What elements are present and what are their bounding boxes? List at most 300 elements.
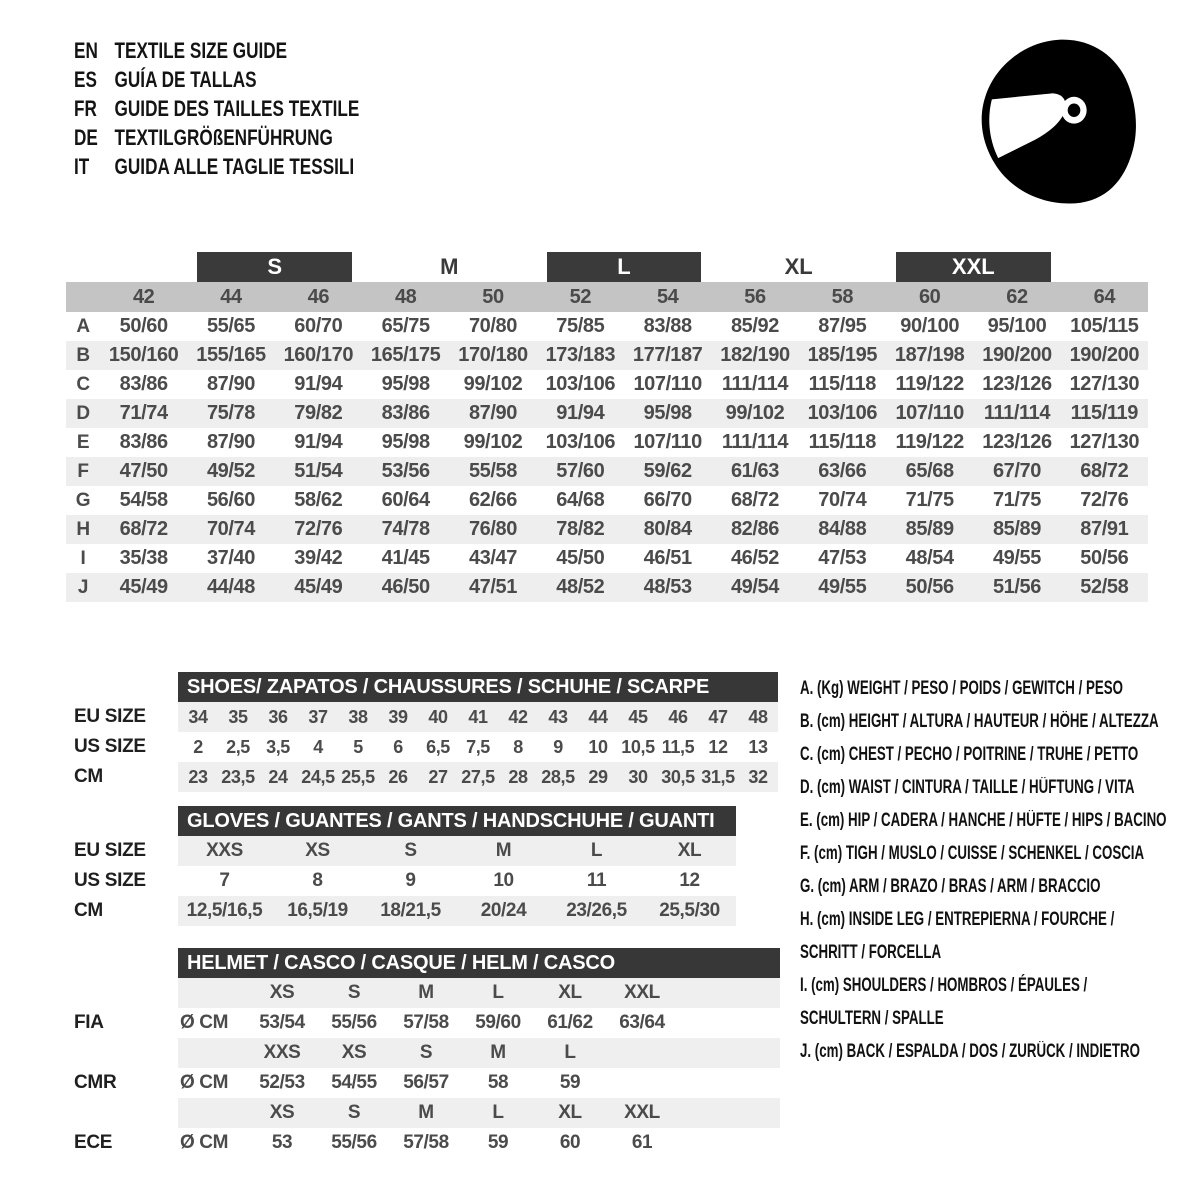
size-value: 170/180 [458,344,528,366]
cell-value: 23,5 [218,762,258,792]
size-value: 107/110 [633,431,702,453]
row-label: US SIZE [74,870,146,891]
size-value: 190/200 [982,344,1052,366]
row-label-spacer [66,1098,178,1128]
legend-entry-j [800,1035,1200,1068]
size-value: 111/114 [721,431,789,453]
size-value: 103/106 [545,373,616,395]
size-value: 50/56 [1080,547,1129,569]
size-value: 49/54 [730,576,780,598]
cell-value: 59/60 [475,1012,521,1033]
legend-line: SCHULTERN / SPALLE [800,1008,944,1029]
language-code: EN [74,37,98,63]
helmet-size: XXL [606,978,678,1008]
cell-value: 53 [271,1132,293,1153]
cell-value: 36 [258,702,298,732]
cell-value: 18/21,5 [364,896,457,926]
measurement-row-d [66,399,1148,428]
size-value: 59/62 [643,460,692,482]
legend-line: H. (cm) INSIDE LEG / ENTREPIERNA / FOURCHE / [800,909,1115,930]
size-value: 48/52 [556,576,605,598]
size-value: 76/80 [468,518,518,540]
cell-value: 57/58 [403,1012,449,1033]
size-value: 55/65 [206,315,256,337]
size-value: 83/86 [119,373,168,395]
helmet-icon [980,38,1138,206]
row-letter: A [76,315,90,337]
row-letter: I [80,547,86,569]
size-value: 83/88 [643,315,692,337]
cell-value: 25,5/30 [643,896,736,926]
size-value: 91/94 [556,402,605,424]
legend-line: SCHRITT / FORCELLA [800,942,942,963]
size-value: 190/200 [1069,344,1140,366]
sub-row-eu-size [66,836,736,866]
cell-value: L [550,836,643,866]
cell-value: 48 [738,702,778,732]
row-label: CMR [74,1072,117,1093]
size-value: 91/94 [294,431,343,453]
cell-value: 23 [178,762,218,792]
language-row-fr [74,94,359,123]
size-value: 74/78 [381,518,430,540]
cell-value: 43 [538,702,578,732]
row-letter: D [76,402,90,424]
cell-value: 4 [313,736,323,757]
cell-value: S [364,836,457,866]
size-value: 54/58 [119,489,168,511]
legend-line: D. (cm) WAIST / CINTURA / TAILLE / HÜFTUNG / VITA [800,777,1135,798]
size-value: 46/50 [381,576,430,598]
size-group-xl: XL [784,254,813,279]
cell-value: 10 [493,870,514,891]
row-filler [678,1038,780,1068]
cell-value: 10 [588,736,608,757]
size-value: 44/48 [206,576,256,598]
size-value: 95/98 [643,402,692,424]
size-value: 127/130 [1069,431,1140,453]
legend-entry-c [800,738,1200,771]
size-number-48: 48 [394,285,417,308]
measurement-row-j [66,573,1148,602]
cell-value: 7,5 [466,736,490,757]
cell-value: 28,5 [538,762,578,792]
legend-line: F. (cm) TIGH / MUSLO / CUISSE / SCHENKEL / COSCIA [800,843,1145,864]
size-value: 64/68 [556,489,605,511]
size-value: 41/45 [381,547,430,569]
cell-value: 61 [631,1132,653,1153]
size-value: 65/68 [905,460,954,482]
helmet-sizes-row-ece [66,1098,780,1128]
unit-label: Ø CM [180,1132,229,1153]
sub-row-us-size [66,732,778,762]
size-value: 47/51 [468,576,518,598]
measurement-legend [800,672,1200,1068]
size-value: 182/190 [720,344,790,366]
size-number-62: 62 [1006,285,1028,308]
cell-value: 40 [418,702,458,732]
cell-value: 52/53 [259,1072,305,1093]
size-group-xxl: XXL [896,252,1051,282]
cell-value: 10,5 [621,736,655,757]
cell-value: 11 [586,870,607,891]
row-label: FIA [74,1012,104,1033]
size-group-m: M [440,254,459,279]
size-value: 103/106 [807,402,878,424]
size-value: 83/86 [381,402,430,424]
cell-value: 29 [578,762,618,792]
cell-value: 57/58 [403,1132,449,1153]
size-number-54: 54 [656,285,679,308]
size-value: 50/56 [905,576,954,598]
textile-size-table [66,252,1148,602]
size-value: 177/187 [632,344,703,366]
size-value: 119/122 [895,431,964,453]
cell-value: 7 [219,870,230,891]
size-value: 67/70 [992,460,1042,482]
helmet-size: S [390,1038,462,1068]
size-number-58: 58 [831,285,854,308]
size-value: 35/38 [119,547,168,569]
cell-value: 5 [353,736,363,757]
language-code: ES [74,66,97,92]
legend-entry-i [800,969,1200,1035]
size-value: 83/86 [119,431,168,453]
cell-value: 24,5 [298,762,338,792]
size-group-s: S [197,252,352,282]
measurement-row-c [66,370,1148,399]
row-letter: F [77,460,89,482]
size-value: 105/115 [1070,315,1139,337]
cell-value: 35 [218,702,258,732]
textile-table-body [66,312,1148,602]
cell-value: 47 [698,702,738,732]
legend-entry-e [800,804,1200,837]
size-number-64: 64 [1093,285,1116,308]
measurement-row-a [66,312,1148,341]
helmet-size: L [462,978,534,1008]
cell-value: 41 [458,702,498,732]
size-value: 85/92 [730,315,780,337]
language-title: GUÍA DE TALLAS [114,66,257,92]
size-value: 57/60 [556,460,605,482]
cell-value: 60 [559,1132,581,1153]
cell-value: 45 [618,702,658,732]
helmet-size: M [462,1038,534,1068]
cell-value: XS [271,836,364,866]
size-value: 95/100 [987,315,1047,337]
cell-value: 39 [378,702,418,732]
cell-value: 59 [559,1072,581,1093]
language-row-it [74,152,359,181]
size-value: 103/106 [545,431,616,453]
size-value: 71/75 [992,489,1042,511]
helmet-size: XXL [606,1098,678,1128]
cell-value: 13 [748,736,768,757]
size-value: 111/114 [721,373,789,395]
size-value: 46/51 [643,547,692,569]
cell-value: 9 [553,736,563,757]
language-title: GUIDE DES TAILLES TEXTILE [114,95,360,121]
size-number-50: 50 [482,285,504,308]
sub-row-cm [66,896,736,926]
row-letter: H [76,518,90,540]
row-filler [678,1068,780,1098]
cell-value: 27,5 [458,762,498,792]
size-value: 173/183 [545,344,616,366]
size-value: 60/64 [381,489,430,511]
size-value: 87/90 [206,373,256,395]
unit-spacer [178,1098,246,1128]
size-value: 45/49 [294,576,343,598]
legend-entry-b [800,705,1200,738]
size-value: 63/66 [818,460,867,482]
measurement-row-f [66,457,1148,486]
size-value: 187/198 [894,344,965,366]
row-letter: B [76,344,90,366]
size-value: 75/78 [206,402,256,424]
language-title: GUIDA ALLE TAGLIE TESSILI [114,153,355,179]
cell-value: 20/24 [457,896,550,926]
size-value: 52/58 [1080,576,1129,598]
size-value: 68/72 [1080,460,1129,482]
size-value: 85/89 [905,518,954,540]
helmet-values-row-cmr [66,1068,780,1098]
legend-line: E. (cm) HIP / CADERA / HANCHE / HÜFTE / HIPS / BACINO [800,810,1167,831]
helmet-size: XL [534,978,606,1008]
cell-value: 9 [405,870,416,891]
cell-value: 31,5 [698,762,738,792]
row-label: EU SIZE [74,840,146,861]
size-value: 47/53 [818,547,867,569]
cell-value: 42 [498,702,538,732]
measurement-row-e [66,428,1148,457]
size-value: 70/74 [818,489,867,511]
size-value: 115/118 [808,373,876,395]
size-value: 160/170 [283,344,354,366]
cell-value: 2,5 [226,736,250,757]
legend-entry-h [800,903,1200,969]
cell-value: XL [643,836,736,866]
size-value: 150/160 [108,344,179,366]
cell-value: XXS [178,836,271,866]
helmet-size: XS [246,1098,318,1128]
cell-value: 46 [658,702,698,732]
size-value: 60/70 [294,315,343,337]
helmet-size: M [390,1098,462,1128]
row-letter: E [76,431,90,453]
unit-label: Ø CM [180,1012,229,1033]
legend-line: I. (cm) SHOULDERS / HOMBROS / ÉPAULES / [800,975,1088,996]
cell-value: 30 [618,762,658,792]
helmet-table-body [66,978,780,1158]
gloves-table [66,806,736,926]
gloves-title-bar: GLOVES / GUANTES / GANTS / HANDSCHUHE / GUANTI [178,806,736,836]
size-value: 107/110 [895,402,964,424]
shoes-title-bar: SHOES/ ZAPATOS / CHAUSSURES / SCHUHE / SCARPE [178,672,778,702]
size-value: 119/122 [895,373,964,395]
legend-line: J. (cm) BACK / ESPALDA / DOS / ZURÜCK / INDIETRO [800,1041,1140,1062]
size-value: 87/90 [206,431,256,453]
cell-value: 55/56 [331,1132,377,1153]
cell-value: 24 [258,762,298,792]
size-value: 72/76 [294,518,343,540]
unit-spacer [178,1038,246,1068]
row-label: US SIZE [74,736,146,757]
legend-entry-g [800,870,1200,903]
size-value: 90/100 [900,315,960,337]
size-value: 49/55 [818,576,867,598]
measurement-row-h [66,515,1148,544]
gloves-table-body [66,836,736,926]
legend-line: B. (cm) HEIGHT / ALTURA / HAUTEUR / HÖHE / ALTEZZA [800,711,1159,732]
unit-spacer [178,978,246,1008]
sub-row-eu-size [66,702,778,732]
row-filler [678,1008,780,1038]
helmet-size: S [318,978,390,1008]
size-number-spacer [66,282,100,312]
language-code: IT [74,153,90,179]
size-value: 185/195 [807,344,878,366]
size-value: 99/102 [463,431,523,453]
language-list [74,36,440,181]
size-value: 84/88 [818,518,867,540]
cell-value: 3,5 [266,736,290,757]
helmet-values-row-fia [66,1008,780,1038]
size-value: 62/66 [468,489,518,511]
size-value: 79/82 [294,402,343,424]
shoes-table [66,672,778,792]
size-value: 72/76 [1080,489,1129,511]
helmet-size: XXS [246,1038,318,1068]
row-label: EU SIZE [74,706,146,727]
size-value: 49/52 [206,460,256,482]
measurement-row-b [66,341,1148,370]
measurement-row-g [66,486,1148,515]
language-row-en [74,36,359,65]
row-label-spacer [66,978,178,1008]
row-label: CM [74,900,103,921]
size-value: 127/130 [1069,373,1140,395]
row-filler [678,1128,780,1158]
row-label-spacer [66,1038,178,1068]
language-title: TEXTILGRÖßENFÜHRUNG [114,124,333,150]
cell-value: 16,5/19 [271,896,364,926]
measurement-row-i [66,544,1148,573]
size-value: 43/47 [468,547,518,569]
size-value: 82/86 [730,518,780,540]
helmet-size: XS [318,1038,390,1068]
cell-value: 28 [498,762,538,792]
size-number-46: 46 [307,285,330,308]
size-value: 68/72 [730,489,780,511]
size-value: 115/119 [1070,402,1138,424]
size-value: 55/58 [468,460,518,482]
size-value: 56/60 [206,489,256,511]
cell-value: 38 [338,702,378,732]
size-value: 78/82 [556,518,605,540]
helmet-size: L [462,1098,534,1128]
row-filler [678,978,780,1008]
size-number-42: 42 [132,285,155,308]
size-value: 91/94 [294,373,343,395]
size-value: 71/74 [119,402,168,424]
size-value: 48/53 [643,576,692,598]
size-value: 46/52 [730,547,780,569]
size-value: 45/49 [119,576,168,598]
size-value: 123/126 [982,431,1052,453]
size-number-52: 52 [569,285,592,308]
size-value: 95/98 [381,431,430,453]
row-letter: J [77,576,89,598]
legend-entry-a [800,672,1200,705]
cell-value: 61/62 [547,1012,593,1033]
language-code: DE [74,124,98,150]
helmet-table [66,948,780,1158]
size-number-44: 44 [220,285,242,308]
cell-value: 30,5 [658,762,698,792]
legend-line: A. (Kg) WEIGHT / PESO / POIDS / GEWITCH / PESO [800,678,1123,699]
cell-value: 55/56 [331,1012,377,1033]
helmet-size: M [390,978,462,1008]
size-value: 80/84 [643,518,692,540]
helmet-size: XL [534,1098,606,1128]
sub-row-us-size [66,866,736,896]
legend-entry-f [800,837,1200,870]
size-value: 65/75 [381,315,430,337]
cell-value: 25,5 [338,762,378,792]
row-letter: G [75,489,91,511]
cell-value: 58 [487,1072,509,1093]
cell-value: 32 [738,762,778,792]
unit-label: Ø CM [180,1072,229,1093]
size-value: 58/62 [294,489,343,511]
size-value: 70/80 [468,315,518,337]
row-letter: C [76,373,90,395]
size-value: 45/50 [556,547,605,569]
size-number-row [66,282,1148,312]
size-value: 71/75 [905,489,954,511]
cell-value: 27 [418,762,458,792]
size-value: 99/102 [725,402,785,424]
cell-value: 59 [487,1132,509,1153]
cell-value: 12 [708,736,728,757]
size-value: 115/118 [808,431,876,453]
language-title: TEXTILE SIZE GUIDE [114,37,288,63]
sub-row-cm [66,762,778,792]
cell-value: 12,5/16,5 [178,896,271,926]
helmet-size: S [318,1098,390,1128]
cell-value [606,1068,678,1098]
cell-value: 6,5 [426,736,450,757]
cell-value: 11,5 [661,736,695,757]
size-value: 99/102 [463,373,523,395]
cell-value: 56/57 [403,1072,449,1093]
size-value: 165/175 [370,344,441,366]
size-number-56: 56 [744,285,766,308]
cell-value: 26 [378,762,418,792]
helmet-sizes-row-cmr [66,1038,780,1068]
cell-value: 12 [679,870,700,891]
size-value: 75/85 [556,315,605,337]
size-group-row [66,252,1148,282]
helmet-sizes-row-fia [66,978,780,1008]
legend-line: C. (cm) CHEST / PECHO / POITRINE / TRUHE / PETTO [800,744,1139,765]
size-value: 37/40 [206,547,256,569]
language-row-de [74,123,359,152]
size-value: 87/90 [468,402,518,424]
cell-value: 53/54 [259,1012,305,1033]
